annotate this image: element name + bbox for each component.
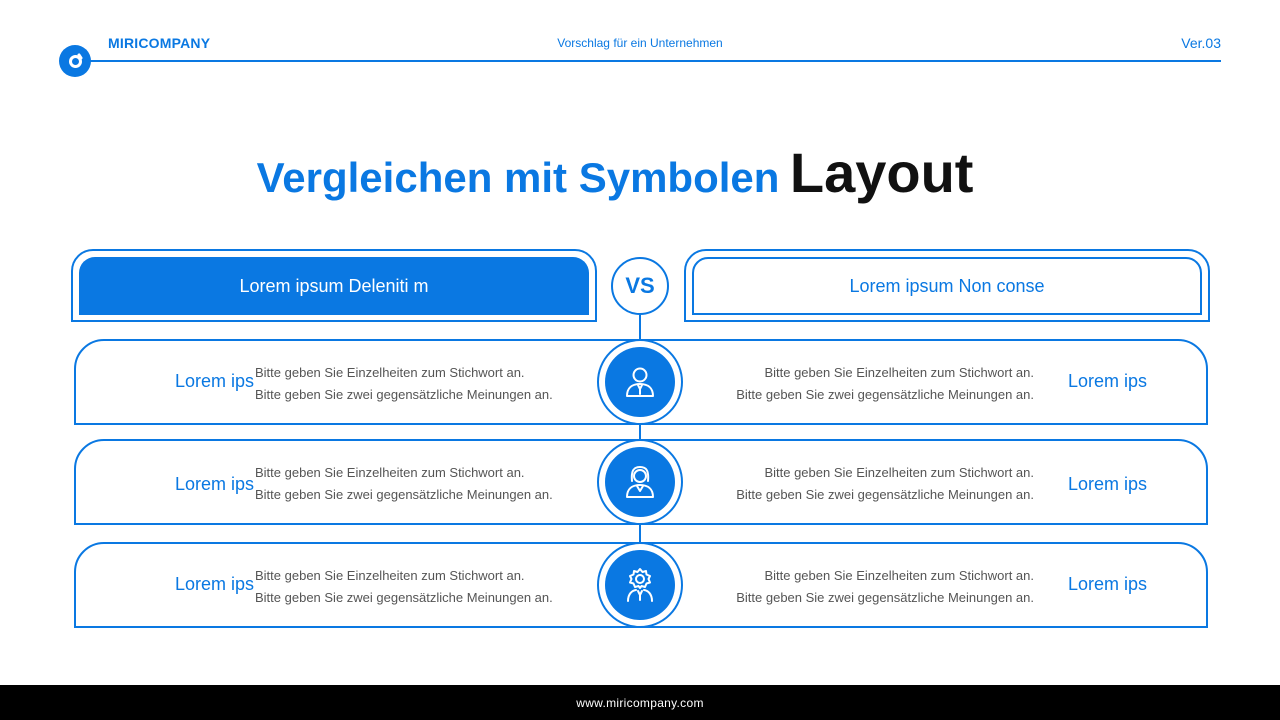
- row-left-line-2: Bitte geben Sie zwei gegensätzliche Meinungen an.: [255, 487, 553, 502]
- row-left-line-1: Bitte geben Sie Einzelheiten zum Stichwort an.: [255, 365, 525, 380]
- row-left-label: Lorem ips: [175, 574, 255, 594]
- row-right-label: Lorem ips: [1067, 574, 1147, 594]
- footer-url[interactable]: www.miricompany.com: [576, 695, 704, 710]
- row-right-label: Lorem ips: [1067, 371, 1147, 391]
- row-right-line-2: Bitte geben Sie zwei gegensätzliche Meinungen an.: [736, 487, 1034, 502]
- row-icon-ring: [597, 439, 683, 525]
- row-left-line-1: Bitte geben Sie Einzelheiten zum Stichwort an.: [255, 568, 525, 583]
- row-left-text: [255, 462, 553, 506]
- title-part-1: Vergleichen mit Symbolen: [256, 154, 780, 201]
- row-left-line-1: Bitte geben Sie Einzelheiten zum Stichwort an.: [255, 465, 525, 480]
- row-right-text: [736, 565, 1034, 609]
- vs-badge: VS: [611, 257, 669, 315]
- row-left-text: [255, 565, 553, 609]
- row-icon-ring: [597, 339, 683, 425]
- version-label: Ver.03: [1181, 35, 1221, 51]
- row-icon-ring: [597, 542, 683, 628]
- row-left-label: Lorem ips: [175, 371, 255, 391]
- row-left-line-2: Bitte geben Sie zwei gegensätzliche Meinungen an.: [255, 590, 553, 605]
- row-right-label: Lorem ips: [1067, 474, 1147, 494]
- row-left-text: [255, 362, 553, 406]
- row-right-line-2: Bitte geben Sie zwei gegensätzliche Meinungen an.: [736, 387, 1034, 402]
- header-divider: [76, 60, 1221, 62]
- right-column-header: Lorem ipsum Non conse: [692, 257, 1202, 315]
- brand-name: MIRICOMPANY: [108, 35, 211, 51]
- row-right-line-1: Bitte geben Sie Einzelheiten zum Stichwort an.: [764, 365, 1034, 380]
- page-title: [0, 140, 1230, 205]
- row-right-line-2: Bitte geben Sie zwei gegensätzliche Meinungen an.: [736, 590, 1034, 605]
- businessman-icon: [605, 347, 675, 417]
- manager-gear-icon: [605, 550, 675, 620]
- row-right-line-1: Bitte geben Sie Einzelheiten zum Stichwort an.: [764, 465, 1034, 480]
- row-right-text: [736, 462, 1034, 506]
- row-left-label: Lorem ips: [175, 474, 255, 494]
- row-left-line-2: Bitte geben Sie zwei gegensätzliche Meinungen an.: [255, 387, 553, 402]
- header-subtitle: Vorschlag für ein Unternehmen: [557, 36, 723, 50]
- footer-bar: [0, 685, 1280, 720]
- row-right-line-1: Bitte geben Sie Einzelheiten zum Stichwort an.: [764, 568, 1034, 583]
- row-right-text: [736, 362, 1034, 406]
- title-part-2: Layout: [789, 141, 974, 204]
- left-column-header: Lorem ipsum Deleniti m: [79, 257, 589, 315]
- businesswoman-icon: [605, 447, 675, 517]
